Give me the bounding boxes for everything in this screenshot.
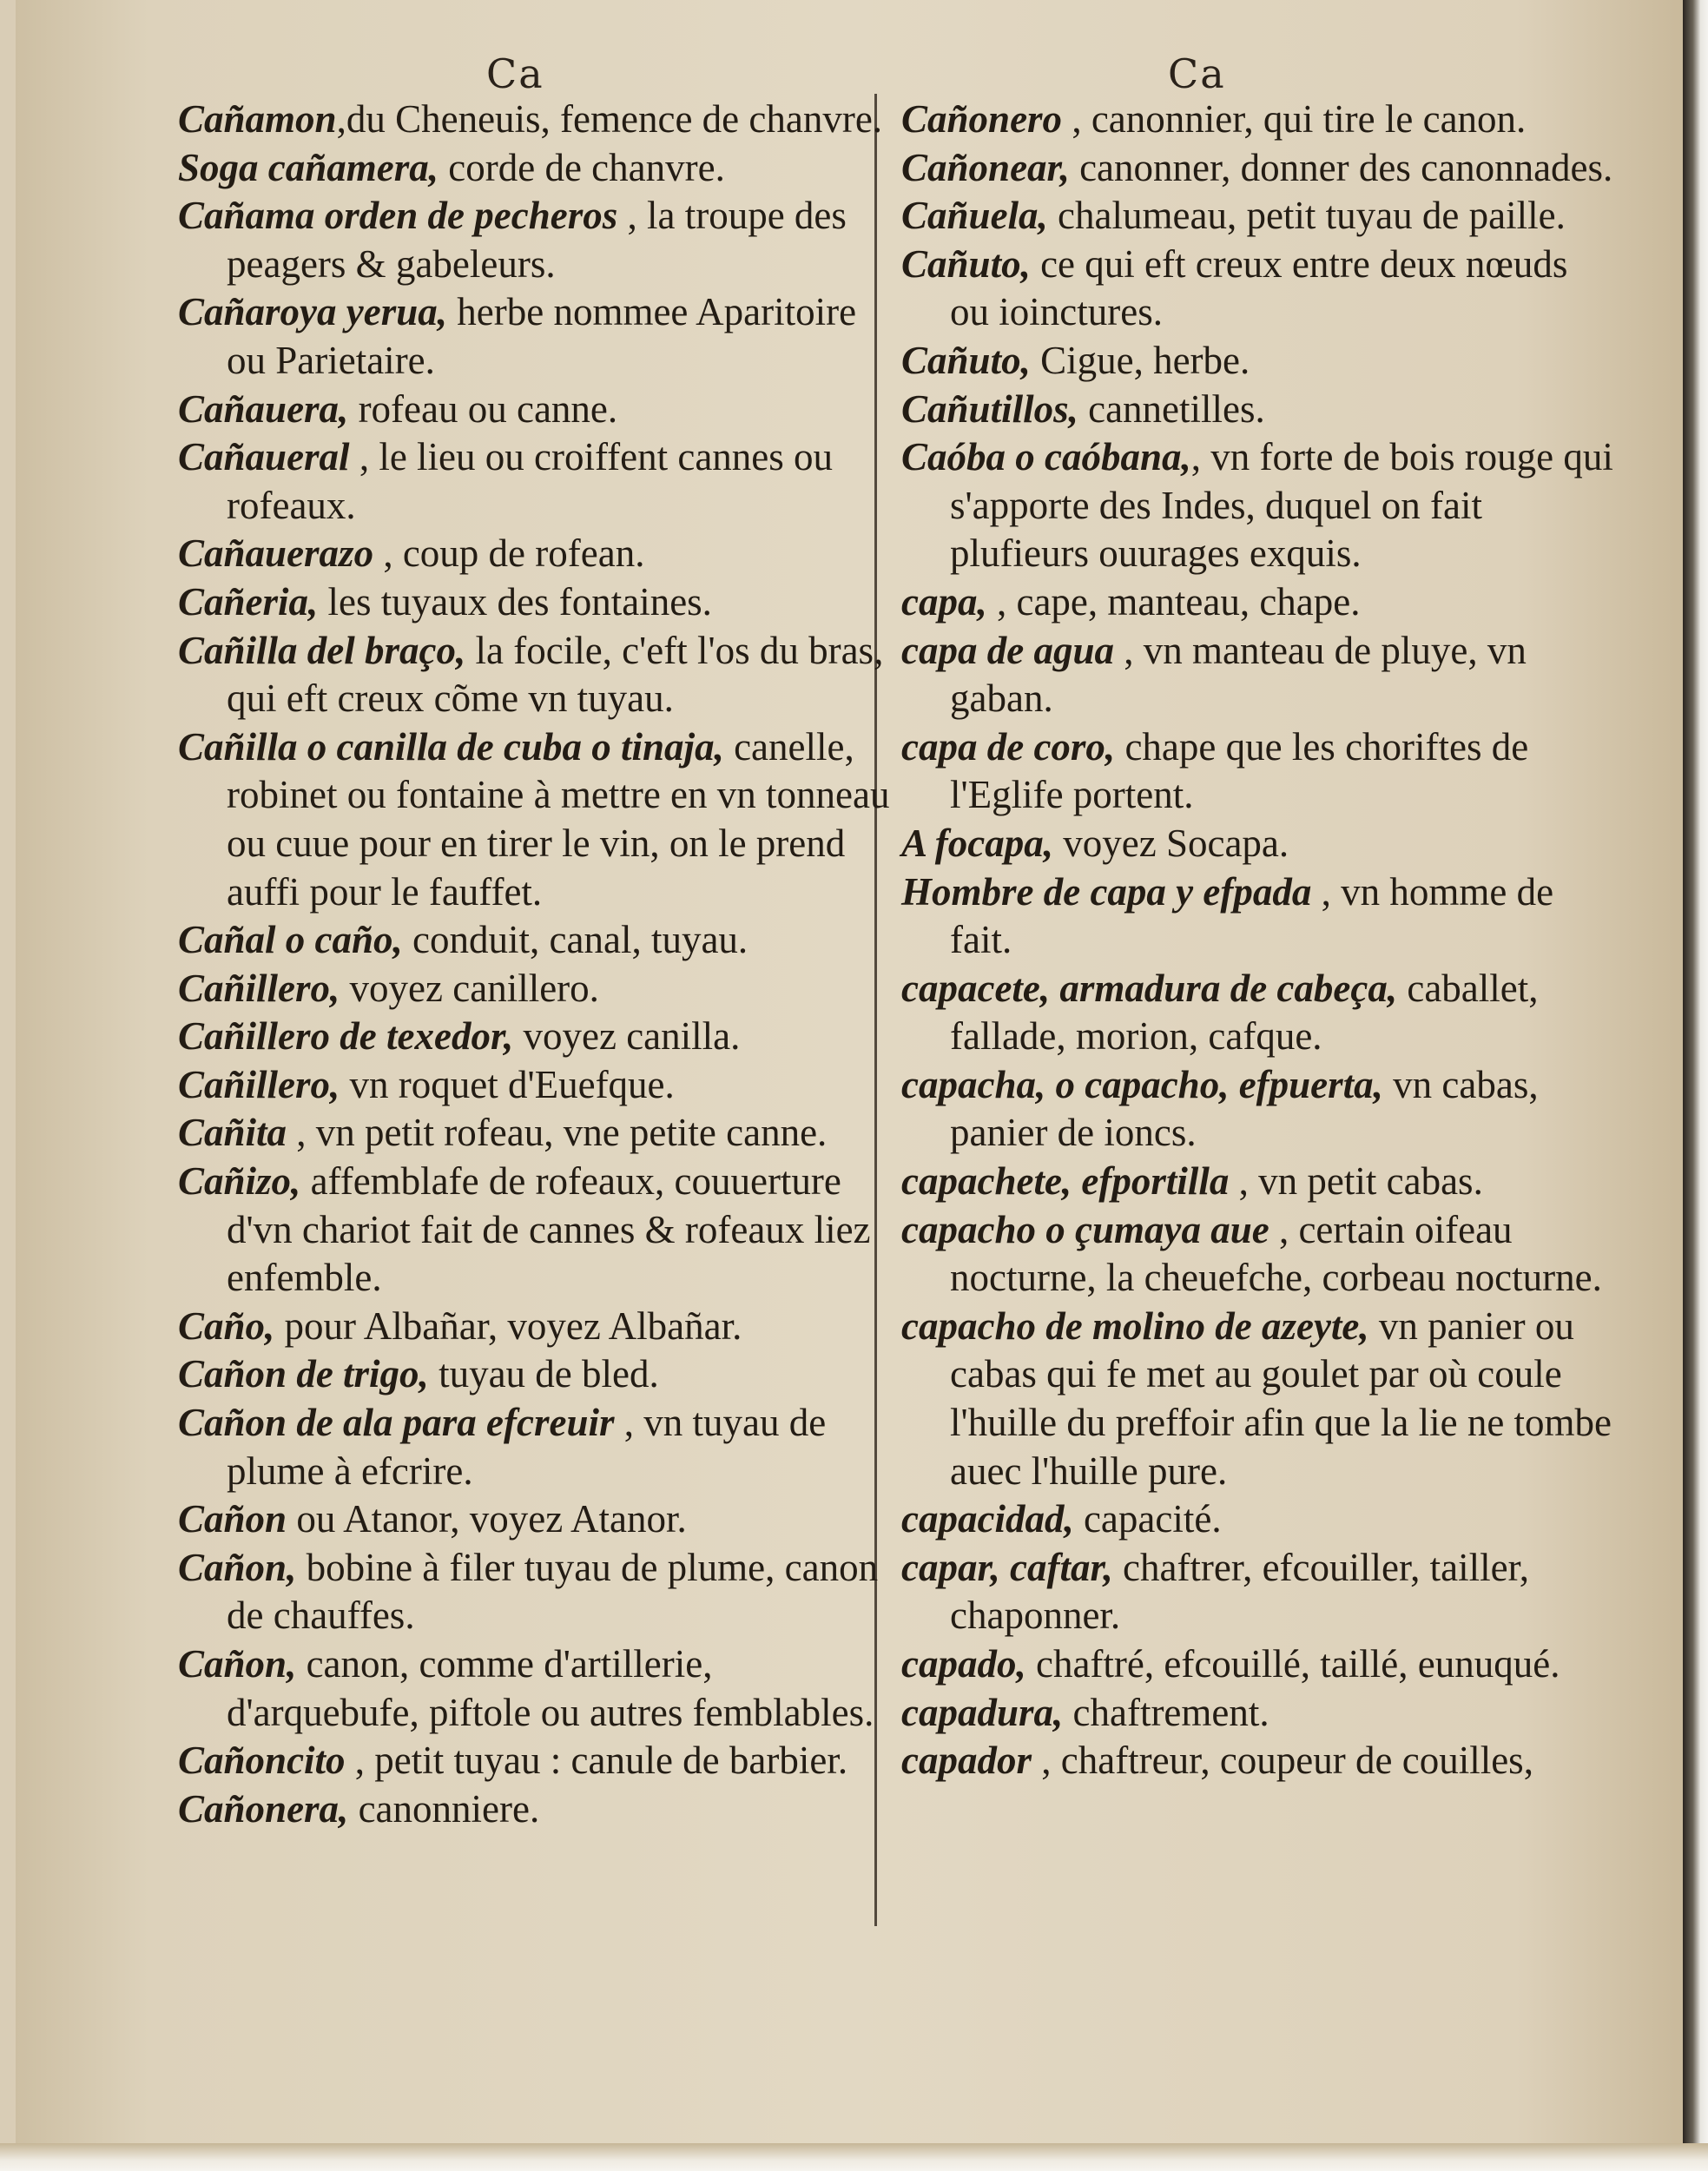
- running-header-left: Ca: [486, 50, 544, 97]
- dictionary-entry: [901, 1303, 1613, 1495]
- definition: , certain oifeau nocturne, la cheuefche, corbeau nocturne.: [950, 1207, 1602, 1300]
- definition: chalumeau, petit tuyau de paille.: [1047, 194, 1566, 238]
- dictionary-entry: [178, 96, 890, 144]
- headword: Cañilla del braço,: [178, 628, 466, 672]
- definition: bobine à filer tuyau de plume, canon de chauffes.: [227, 1545, 879, 1638]
- headword: Caóba o caóbana,: [901, 435, 1191, 479]
- dictionary-entry: [178, 192, 890, 288]
- headword: A focapa,: [901, 821, 1053, 865]
- definition: vn panier ou cabas qui fe met au goulet par où coule l'huille du preffoir afin que la lie ne tombe auec l'huille pure.: [950, 1303, 1612, 1493]
- headword: Cañaroya yerua,: [178, 290, 448, 334]
- dictionary-entry: [178, 1303, 890, 1351]
- headword: Cañon,: [178, 1545, 297, 1589]
- headword: Cañilla o canilla de cuba o tinaja,: [178, 724, 724, 769]
- definition: canon, comme d'artillerie, d'arquebufe, piftole ou autres femblables.: [227, 1642, 874, 1734]
- definition: vn roquet d'Euefque.: [340, 1062, 675, 1106]
- headword: Cañon,: [178, 1642, 297, 1686]
- headword: Cañon de ala para efcreuir: [178, 1401, 615, 1445]
- dictionary-entry: [901, 723, 1613, 820]
- headword: Cañonear,: [901, 145, 1070, 189]
- definition: , vn manteau de pluye, vn gaban.: [950, 628, 1527, 721]
- definition: , coup de rofean.: [373, 531, 645, 576]
- dictionary-entry: [178, 1013, 890, 1061]
- definition: capacité.: [1073, 1497, 1222, 1541]
- headword: Cañillero de texedor,: [178, 1014, 514, 1059]
- dictionary-entry: [901, 627, 1613, 723]
- definition: , vn homme de fait.: [950, 869, 1554, 962]
- definition: Cigue, herbe.: [1030, 338, 1250, 382]
- headword: capa de coro,: [901, 724, 1116, 769]
- dictionary-entry: [901, 241, 1613, 337]
- dictionary-entry: [901, 965, 1613, 1061]
- definition: vn cabas, panier de ioncs.: [950, 1062, 1539, 1155]
- headword: Cañama orden de pecheros: [178, 194, 618, 238]
- headword: capachete, efportilla: [901, 1159, 1230, 1204]
- dictionary-entry: [901, 1061, 1613, 1158]
- headword: capador: [901, 1739, 1032, 1783]
- headword: Cañita: [178, 1111, 287, 1155]
- definition: tuyau de bled.: [428, 1352, 659, 1396]
- headword: capadura,: [901, 1690, 1064, 1734]
- page-bottom-edge: [0, 2143, 1708, 2171]
- dictionary-entry: [178, 1158, 890, 1303]
- definition: , vn forte de bois rouge qui s'apporte des Indes, duquel on fait plufieurs ouurages exquis.: [950, 435, 1613, 576]
- dictionary-entry: [901, 1206, 1613, 1303]
- dictionary-entry: [178, 1350, 890, 1399]
- dictionary-entry: [178, 530, 890, 578]
- headword: Cañizo,: [178, 1159, 301, 1204]
- dictionary-entry: [901, 386, 1613, 434]
- definition: cannetilles.: [1078, 386, 1265, 431]
- headword: Cañillero,: [178, 1062, 340, 1106]
- headword: capacho o çumaya aue: [901, 1207, 1269, 1251]
- definition: caballet, fallade, morion, cafque.: [950, 966, 1539, 1059]
- definition: , chaftreur, coupeur de couilles,: [1032, 1739, 1533, 1783]
- definition: les tuyaux des fontaines.: [318, 579, 712, 624]
- headword: Cañaueral: [178, 435, 350, 479]
- headword: Cañauerazo: [178, 531, 374, 576]
- headword: capacho de molino de azeyte,: [901, 1303, 1369, 1348]
- headword: capacete, armadura de cabeça,: [901, 966, 1398, 1010]
- definition: , la troupe des peagers & gabeleurs.: [227, 194, 847, 286]
- headword: Cañonera,: [178, 1786, 349, 1831]
- dictionary-entry: [178, 386, 890, 434]
- dictionary-entry: [178, 1544, 890, 1640]
- dictionary-entry: [178, 1785, 890, 1834]
- dictionary-entry: [178, 627, 890, 723]
- column-left: [178, 96, 890, 1833]
- definition: chaftrement.: [1063, 1690, 1269, 1734]
- headword: capacidad,: [901, 1497, 1074, 1541]
- headword: Cañal o caño,: [178, 918, 403, 962]
- definition: herbe nommee Aparitoire ou Parietaire.: [227, 290, 857, 382]
- headword: Soga cañamera,: [178, 145, 439, 189]
- definition: corde de chanvre.: [439, 145, 725, 189]
- definition: ou Atanor, voyez Atanor.: [287, 1497, 687, 1541]
- dictionary-entry: [178, 723, 890, 916]
- headword: capa,: [901, 579, 987, 624]
- headword: Cañeria,: [178, 579, 319, 624]
- dictionary-entry: [178, 144, 890, 193]
- definition: , le lieu ou croiffent cannes ou rofeaux.: [227, 435, 834, 527]
- definition: canonniere.: [348, 1786, 540, 1831]
- dictionary-entry: [901, 1689, 1613, 1738]
- definition: voyez Socapa.: [1053, 821, 1289, 865]
- definition: rofeau ou canne.: [348, 386, 618, 431]
- dictionary-entry: [901, 1495, 1613, 1544]
- dictionary-entry: [901, 144, 1613, 193]
- dictionary-entry: [901, 578, 1613, 627]
- definition: la focile, c'eft l'os du bras, qui eft creux cõme vn tuyau.: [227, 628, 884, 721]
- headword: Cañonero: [901, 97, 1063, 141]
- headword: capacha, o capacho, efpuerta,: [901, 1062, 1383, 1106]
- definition: , petit tuyau : canule de barbier.: [345, 1739, 848, 1783]
- dictionary-entry: [178, 288, 890, 385]
- headword: Cañon: [178, 1497, 287, 1541]
- headword: capa de agua: [901, 628, 1114, 672]
- dictionary-entry: [901, 868, 1613, 965]
- headword: Cañuto,: [901, 338, 1031, 382]
- book-gutter: [1683, 0, 1708, 2171]
- column-right: [901, 96, 1613, 1785]
- headword: Cañamon: [178, 97, 337, 141]
- running-header-right: Ca: [1168, 50, 1226, 97]
- dictionary-entry: [178, 1399, 890, 1495]
- dictionary-entry: [178, 1061, 890, 1110]
- headword: Caño,: [178, 1303, 275, 1348]
- dictionary-entry: [178, 965, 890, 1013]
- definition: , vn tuyau de plume à efcrire.: [227, 1401, 827, 1493]
- dictionary-entry: [178, 916, 890, 965]
- definition: , canonnier, qui tire le canon.: [1062, 97, 1527, 141]
- headword: Cañauera,: [178, 386, 349, 431]
- dictionary-entry: [901, 96, 1613, 144]
- dictionary-entry: [901, 1544, 1613, 1640]
- headword: capado,: [901, 1642, 1026, 1686]
- definition: voyez canilla.: [513, 1014, 741, 1059]
- headword: Cañoncito: [178, 1739, 346, 1783]
- headword: Cañuela,: [901, 194, 1048, 238]
- definition: voyez canillero.: [340, 966, 599, 1010]
- definition: affemblafe de rofeaux, couuerture d'vn chariot fait de cannes & rofeaux liez enfemble.: [227, 1159, 871, 1300]
- definition: pour Albañar, voyez Albañar.: [274, 1303, 742, 1348]
- definition: , vn petit rofeau, vne petite canne.: [287, 1111, 828, 1155]
- headword: Hombre de capa y efpada: [901, 869, 1312, 914]
- definition: chape que les choriftes de l'Eglife portent.: [950, 724, 1529, 817]
- headword: capar, caftar,: [901, 1545, 1113, 1589]
- definition: chaftré, efcouillé, taillé, eunuqué.: [1025, 1642, 1560, 1686]
- dictionary-entry: [901, 433, 1613, 578]
- dictionary-entry: [178, 1640, 890, 1737]
- definition: ,du Cheneuis, femence de chanvre.: [336, 97, 883, 141]
- definition: conduit, canal, tuyau.: [402, 918, 748, 962]
- definition: , cape, manteau, chape.: [986, 579, 1361, 624]
- dictionary-entry: [901, 1737, 1613, 1785]
- dictionary-entry: [178, 433, 890, 530]
- definition: , vn petit cabas.: [1229, 1159, 1483, 1204]
- definition: chaftrer, efcouiller, tailler, chaponner.: [950, 1545, 1530, 1638]
- definition: ce qui eft creux entre deux nœuds ou ioinctures.: [950, 241, 1568, 334]
- headword: Cañon de trigo,: [178, 1352, 429, 1396]
- dictionary-entry: [178, 578, 890, 627]
- dictionary-entry: [901, 192, 1613, 241]
- dictionary-entry: [178, 1495, 890, 1544]
- definition: canelle, robinet ou fontaine à mettre en vn tonneau ou cuue pour en tirer le vin, on le prend auffi pour le fauffet.: [227, 724, 890, 914]
- dictionary-entry: [901, 1640, 1613, 1689]
- dictionary-entry: [178, 1109, 890, 1158]
- headword: Cañutillos,: [901, 386, 1078, 431]
- headword: Cañuto,: [901, 241, 1031, 286]
- dictionary-entry: [901, 337, 1613, 386]
- definition: canonner, donner des canonnades.: [1069, 145, 1613, 189]
- dictionary-entry: [901, 820, 1613, 868]
- dictionary-entry: [901, 1158, 1613, 1206]
- dictionary-entry: [178, 1737, 890, 1785]
- headword: Cañillero,: [178, 966, 340, 1010]
